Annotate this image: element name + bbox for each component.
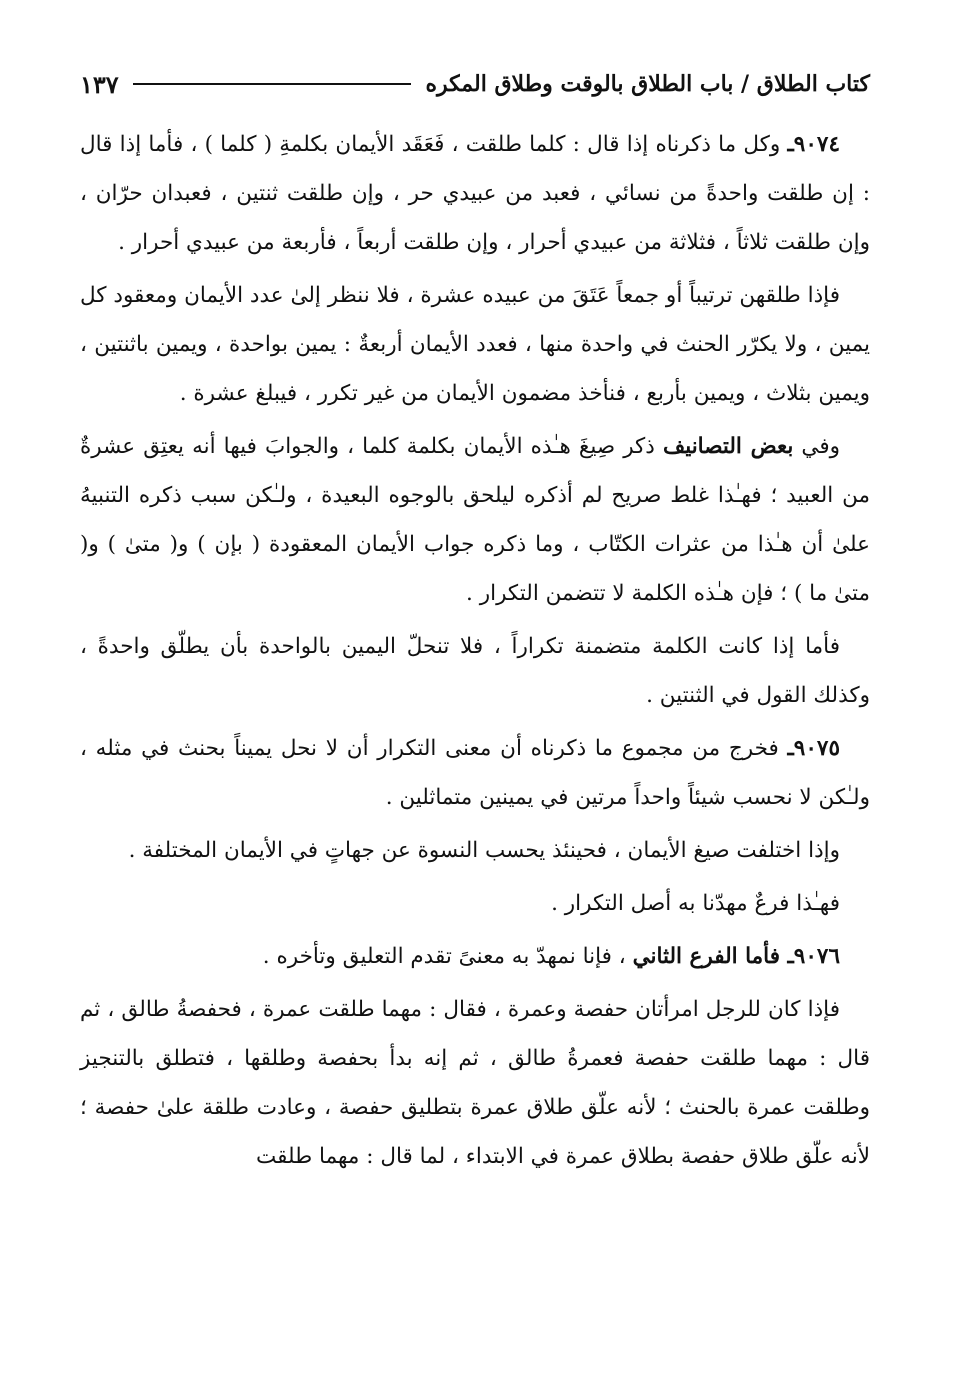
paragraph-lead: وفي xyxy=(793,434,840,459)
paragraph xyxy=(80,422,870,618)
paragraph-9074 xyxy=(80,120,870,267)
paragraph-9076 xyxy=(80,932,870,981)
paragraph-text: ذكر صِيغَ هـٰذه الأيمان بكلمة كلما ، والجوابَ فيها أنه يعتِق عشرةٌ من العبيد ؛ فهـٰذا غلط صريح لم أذكره ليلحق بالوجوه البعيدة ، ولـٰكن سبب ذكره التنبيهُ علىٰ أن هـٰذا من عثرات الكتّاب ، وما ذكره جواب الأيمان المعقودة ( بإن ) و( متىٰ ) و( متىٰ ما ) ؛ فإن هـٰذه الكلمة لا تتضمن التكرار . xyxy=(80,434,870,606)
bold-phrase: فأما الفرع الثاني xyxy=(632,944,788,969)
section-number: ٩٠٧٥ـ xyxy=(787,736,840,761)
header-rule xyxy=(133,83,412,85)
paragraph-text: ، فإنا نمهدّ به معنىً تقدم التعليق وتأخره . xyxy=(262,944,633,969)
paragraph xyxy=(80,879,870,928)
section-number: ٩٠٧٤ـ xyxy=(787,132,840,157)
paragraph-text: وكل ما ذكرناه إذا قال : كلما طلقت ، فَعَقَد الأيمان بكلمةِ ( كلما ) ، فأما إذا قال : إن طلقت واحدةً من نسائي ، فعبد من عبيدي حر ، وإن طلقت ثنتين ، فعبدان حرّان ، وإن طلقت ثلاثاً ، فثلاثة من عبيدي أحرار ، وإن طلقت أربعاً ، فأربعة من عبيدي أحرار . xyxy=(80,132,870,255)
paragraph xyxy=(80,622,870,720)
book-page xyxy=(80,60,870,1360)
paragraph-text: فهـٰذا فرعٌ مهدّنا به أصل التكرار . xyxy=(551,891,840,916)
paragraph xyxy=(80,826,870,875)
bold-phrase: بعض التصانيف xyxy=(662,434,794,459)
paragraph-9075 xyxy=(80,724,870,822)
paragraph-text: فخرج من مجموع ما ذكرناه أن معنى التكرار أن لا نحل يميناً بحنث في مثله ، ولـٰكن لا نحسب شيئاً واحداً مرتين في يمينين متماثلين . xyxy=(80,736,870,810)
page-number: ١٣٧ xyxy=(80,69,119,99)
running-header xyxy=(80,60,870,108)
paragraph-text: فإذا كان للرجل امرأتان حفصة وعمرة ، فقال : مهما طلقت عمرة ، فحفصةُ طالق ، ثم قال : مهما طلقت حفصة فعمرةُ طالق ، ثم إنه بدأ بحفصة وطلقها ، فتطلق بالتنجيز وطلقت عمرة بالحنث ؛ لأنه علّق طلاق عمرة بتطليق حفصة ، وعادت طلقة علىٰ حفصة ؛ لأنه علّق طلاق حفصة بطلاق عمرة في الابتداء ، لما قال : مهما طلقت xyxy=(80,997,870,1169)
running-title: كتاب الطلاق / باب الطلاق بالوقت وطلاق المكره xyxy=(425,71,870,97)
paragraph-text: فأما إذا كانت الكلمة متضمنة تكراراً ، فلا تنحلّ اليمين بالواحدة بأن يطلّق واحدةً ، وكذلك القول في الثنتين . xyxy=(80,634,870,708)
paragraph-text: وإذا اختلفت صيغ الأيمان ، فحينئذ يحسب النسوة عن جهاتٍ في الأيمان المختلفة . xyxy=(128,838,840,863)
paragraph xyxy=(80,985,870,1181)
section-number: ٩٠٧٦ـ xyxy=(787,944,840,969)
paragraph xyxy=(80,271,870,418)
paragraph-text: فإذا طلقهن ترتيباً أو جمعاً عَتَقَ من عبيده عشرة ، فلا ننظر إلىٰ عدد الأيمان ومعقود كل يمين ، ولا يكرّر الحنث في واحدة منها ، فعدد الأيمان أربعةٌ : يمين بواحدة ، ويمين باثنتين ، ويمين بثلاث ، ويمين بأربع ، فنأخذ مضمون الأيمان من غير تكرر ، فيبلغ عشرة . xyxy=(80,283,870,406)
